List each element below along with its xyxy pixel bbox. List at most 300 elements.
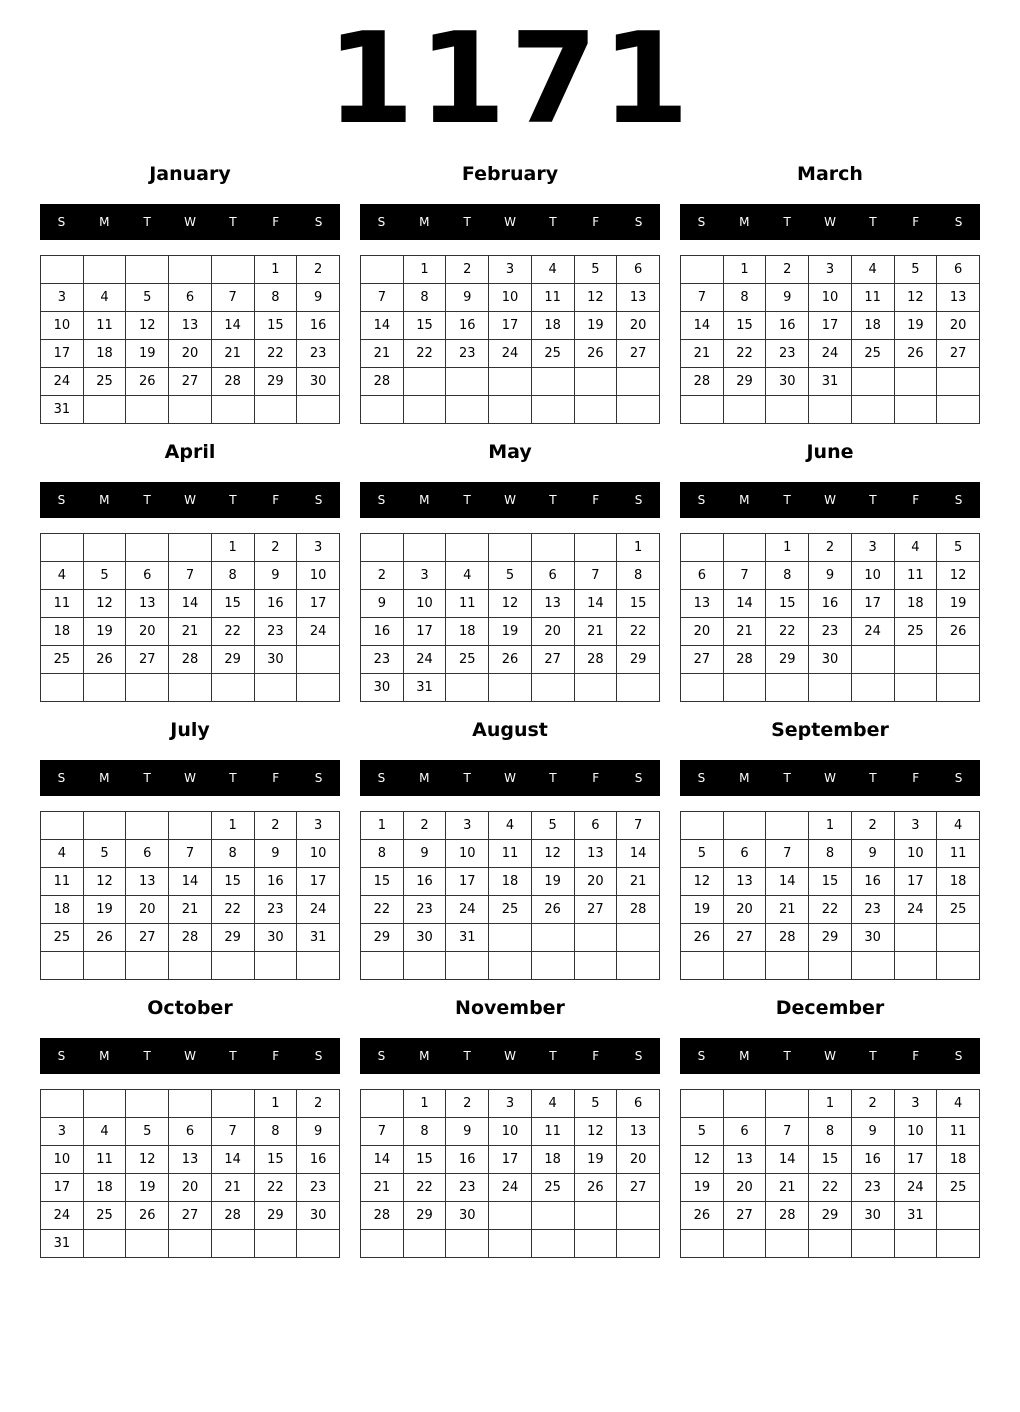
weekday-header bbox=[360, 204, 660, 240]
day-cell: 29 bbox=[617, 646, 660, 674]
day-cell: 7 bbox=[723, 562, 766, 590]
week-row bbox=[681, 312, 980, 340]
weekday-header bbox=[40, 760, 340, 796]
day-cell bbox=[681, 1230, 724, 1258]
day-cell: 6 bbox=[617, 1090, 660, 1118]
weekday-header bbox=[40, 482, 340, 518]
day-cell: 22 bbox=[211, 896, 254, 924]
weekday-label: M bbox=[739, 1049, 750, 1063]
day-cell bbox=[446, 1230, 489, 1258]
day-cell: 19 bbox=[126, 1174, 169, 1202]
day-cell: 16 bbox=[851, 868, 894, 896]
day-cell: 22 bbox=[809, 896, 852, 924]
weekday-label: S bbox=[634, 215, 643, 229]
day-cell bbox=[894, 646, 937, 674]
day-cell: 20 bbox=[617, 1146, 660, 1174]
day-cell: 26 bbox=[681, 1202, 724, 1230]
day-cell: 8 bbox=[723, 284, 766, 312]
day-cell bbox=[531, 952, 574, 980]
day-cell: 30 bbox=[297, 368, 340, 396]
day-cell: 20 bbox=[531, 618, 574, 646]
day-cell bbox=[361, 952, 404, 980]
weekday-label: S bbox=[697, 215, 706, 229]
day-cell: 5 bbox=[574, 256, 617, 284]
week-row bbox=[361, 812, 660, 840]
day-cell: 4 bbox=[937, 812, 980, 840]
weekday-label: S bbox=[954, 493, 963, 507]
week-row bbox=[361, 618, 660, 646]
weekday-header bbox=[40, 1038, 340, 1074]
day-cell: 9 bbox=[361, 590, 404, 618]
day-cell bbox=[851, 674, 894, 702]
weekday-label: T bbox=[549, 215, 557, 229]
month-name: August bbox=[472, 719, 548, 741]
weekday-label: T bbox=[549, 771, 557, 785]
day-cell bbox=[254, 396, 297, 424]
day-cell bbox=[126, 256, 169, 284]
day-cell: 2 bbox=[297, 1090, 340, 1118]
day-grid bbox=[360, 533, 660, 702]
weekday-label: T bbox=[229, 1049, 237, 1063]
day-cell: 11 bbox=[851, 284, 894, 312]
day-cell: 10 bbox=[489, 1118, 532, 1146]
day-cell: 9 bbox=[297, 1118, 340, 1146]
day-cell: 4 bbox=[83, 284, 126, 312]
day-cell bbox=[894, 368, 937, 396]
day-cell bbox=[126, 1090, 169, 1118]
week-row bbox=[41, 1146, 340, 1174]
day-cell: 22 bbox=[403, 340, 446, 368]
week-row bbox=[361, 534, 660, 562]
week-row bbox=[361, 256, 660, 284]
week-row bbox=[681, 1118, 980, 1146]
day-cell bbox=[617, 368, 660, 396]
weekday-label: S bbox=[377, 1049, 386, 1063]
day-cell: 20 bbox=[723, 896, 766, 924]
day-cell: 19 bbox=[681, 1174, 724, 1202]
week-row bbox=[361, 896, 660, 924]
day-cell bbox=[403, 534, 446, 562]
day-cell: 8 bbox=[361, 840, 404, 868]
day-cell: 13 bbox=[723, 868, 766, 896]
week-row bbox=[41, 618, 340, 646]
day-cell bbox=[41, 534, 84, 562]
day-cell: 26 bbox=[574, 340, 617, 368]
day-cell bbox=[489, 368, 532, 396]
day-cell: 6 bbox=[169, 284, 212, 312]
day-cell: 29 bbox=[254, 1202, 297, 1230]
day-cell bbox=[723, 1090, 766, 1118]
day-cell: 15 bbox=[254, 1146, 297, 1174]
day-cell bbox=[617, 396, 660, 424]
day-cell: 11 bbox=[531, 1118, 574, 1146]
weekday-label: S bbox=[57, 1049, 66, 1063]
day-cell: 8 bbox=[254, 284, 297, 312]
day-cell: 19 bbox=[83, 896, 126, 924]
day-cell: 27 bbox=[531, 646, 574, 674]
day-cell bbox=[211, 952, 254, 980]
month-name: December bbox=[775, 997, 885, 1019]
weekday-label: S bbox=[634, 771, 643, 785]
weekday-label: W bbox=[824, 1049, 836, 1063]
day-cell: 14 bbox=[169, 590, 212, 618]
day-cell: 8 bbox=[809, 1118, 852, 1146]
day-cell: 6 bbox=[617, 256, 660, 284]
day-cell: 15 bbox=[723, 312, 766, 340]
week-row bbox=[361, 646, 660, 674]
day-cell: 1 bbox=[403, 1090, 446, 1118]
day-cell: 27 bbox=[169, 368, 212, 396]
day-cell: 12 bbox=[83, 868, 126, 896]
week-row bbox=[361, 924, 660, 952]
day-cell bbox=[83, 1090, 126, 1118]
day-cell: 5 bbox=[126, 284, 169, 312]
day-cell: 18 bbox=[937, 1146, 980, 1174]
week-row bbox=[681, 952, 980, 980]
day-cell: 18 bbox=[489, 868, 532, 896]
day-cell bbox=[83, 674, 126, 702]
day-cell: 28 bbox=[723, 646, 766, 674]
week-row bbox=[41, 952, 340, 980]
day-cell: 19 bbox=[531, 868, 574, 896]
day-cell: 16 bbox=[809, 590, 852, 618]
day-cell: 2 bbox=[297, 256, 340, 284]
weekday-label: M bbox=[419, 771, 430, 785]
weekday-header bbox=[360, 482, 660, 518]
day-cell: 25 bbox=[531, 1174, 574, 1202]
week-row bbox=[41, 1174, 340, 1202]
day-cell: 21 bbox=[723, 618, 766, 646]
day-cell: 25 bbox=[894, 618, 937, 646]
day-cell: 16 bbox=[851, 1146, 894, 1174]
day-cell: 15 bbox=[361, 868, 404, 896]
day-cell: 18 bbox=[894, 590, 937, 618]
weekday-label: T bbox=[783, 771, 791, 785]
day-cell bbox=[766, 812, 809, 840]
day-cell: 14 bbox=[766, 1146, 809, 1174]
week-row bbox=[681, 1202, 980, 1230]
day-cell bbox=[403, 952, 446, 980]
day-cell: 23 bbox=[297, 1174, 340, 1202]
day-cell bbox=[574, 534, 617, 562]
day-cell bbox=[126, 812, 169, 840]
day-cell: 21 bbox=[766, 1174, 809, 1202]
day-cell: 7 bbox=[766, 1118, 809, 1146]
day-cell: 24 bbox=[41, 1202, 84, 1230]
day-cell: 24 bbox=[489, 340, 532, 368]
weekday-label: T bbox=[463, 493, 471, 507]
day-cell bbox=[766, 674, 809, 702]
day-cell: 7 bbox=[766, 840, 809, 868]
day-cell bbox=[446, 396, 489, 424]
day-cell: 9 bbox=[403, 840, 446, 868]
day-cell: 4 bbox=[894, 534, 937, 562]
day-cell bbox=[361, 534, 404, 562]
day-cell: 9 bbox=[254, 840, 297, 868]
day-cell: 25 bbox=[446, 646, 489, 674]
weekday-label: S bbox=[314, 1049, 323, 1063]
day-cell: 4 bbox=[446, 562, 489, 590]
day-cell bbox=[766, 1090, 809, 1118]
week-row bbox=[681, 812, 980, 840]
day-cell: 24 bbox=[297, 618, 340, 646]
day-cell bbox=[851, 396, 894, 424]
day-cell: 17 bbox=[403, 618, 446, 646]
day-cell: 23 bbox=[851, 896, 894, 924]
weekday-label: W bbox=[824, 771, 836, 785]
week-row bbox=[681, 840, 980, 868]
day-cell bbox=[894, 1230, 937, 1258]
weekday-label: F bbox=[272, 1049, 280, 1063]
week-row bbox=[681, 368, 980, 396]
day-cell bbox=[41, 256, 84, 284]
week-row bbox=[361, 1202, 660, 1230]
day-cell: 30 bbox=[851, 924, 894, 952]
day-cell: 27 bbox=[574, 896, 617, 924]
day-cell: 12 bbox=[681, 868, 724, 896]
day-cell: 23 bbox=[254, 896, 297, 924]
day-grid bbox=[360, 1089, 660, 1258]
day-cell bbox=[83, 812, 126, 840]
day-cell: 16 bbox=[254, 868, 297, 896]
day-cell: 23 bbox=[254, 618, 297, 646]
day-cell bbox=[723, 952, 766, 980]
day-cell bbox=[169, 256, 212, 284]
week-row bbox=[41, 646, 340, 674]
day-cell: 18 bbox=[41, 618, 84, 646]
day-cell bbox=[937, 368, 980, 396]
weekday-label: S bbox=[697, 1049, 706, 1063]
day-cell: 1 bbox=[809, 812, 852, 840]
day-cell bbox=[617, 924, 660, 952]
day-cell: 25 bbox=[489, 896, 532, 924]
day-cell: 23 bbox=[297, 340, 340, 368]
day-cell: 6 bbox=[937, 256, 980, 284]
day-cell: 23 bbox=[851, 1174, 894, 1202]
day-cell bbox=[489, 1230, 532, 1258]
day-cell bbox=[617, 674, 660, 702]
day-cell bbox=[574, 952, 617, 980]
day-cell: 13 bbox=[126, 590, 169, 618]
week-row bbox=[41, 590, 340, 618]
day-cell: 9 bbox=[254, 562, 297, 590]
day-cell: 25 bbox=[937, 896, 980, 924]
day-cell: 3 bbox=[41, 284, 84, 312]
day-cell: 25 bbox=[937, 1174, 980, 1202]
day-cell: 1 bbox=[254, 1090, 297, 1118]
day-cell: 15 bbox=[403, 1146, 446, 1174]
weekday-label: F bbox=[592, 1049, 600, 1063]
day-cell: 14 bbox=[169, 868, 212, 896]
day-cell: 20 bbox=[169, 340, 212, 368]
day-cell: 29 bbox=[254, 368, 297, 396]
weekday-label: S bbox=[314, 493, 323, 507]
day-cell: 16 bbox=[361, 618, 404, 646]
day-cell: 15 bbox=[211, 868, 254, 896]
day-cell: 3 bbox=[297, 812, 340, 840]
day-cell bbox=[169, 1090, 212, 1118]
day-cell: 3 bbox=[403, 562, 446, 590]
day-cell: 1 bbox=[211, 812, 254, 840]
week-row bbox=[681, 1146, 980, 1174]
day-cell: 3 bbox=[809, 256, 852, 284]
weekday-label: M bbox=[739, 215, 750, 229]
weekday-label: W bbox=[504, 493, 516, 507]
day-cell: 7 bbox=[211, 1118, 254, 1146]
week-row bbox=[361, 368, 660, 396]
week-row bbox=[681, 618, 980, 646]
day-cell bbox=[937, 924, 980, 952]
week-row bbox=[361, 396, 660, 424]
weekday-label: T bbox=[869, 771, 877, 785]
weekday-label: F bbox=[912, 771, 920, 785]
day-cell: 14 bbox=[723, 590, 766, 618]
day-cell: 3 bbox=[446, 812, 489, 840]
day-cell: 14 bbox=[361, 312, 404, 340]
weekday-label: S bbox=[634, 1049, 643, 1063]
day-cell: 29 bbox=[766, 646, 809, 674]
day-cell: 20 bbox=[617, 312, 660, 340]
day-cell: 4 bbox=[531, 1090, 574, 1118]
day-cell: 10 bbox=[403, 590, 446, 618]
day-cell: 15 bbox=[403, 312, 446, 340]
day-cell: 10 bbox=[894, 840, 937, 868]
day-cell: 26 bbox=[126, 1202, 169, 1230]
day-cell: 30 bbox=[254, 646, 297, 674]
day-cell: 17 bbox=[41, 1174, 84, 1202]
day-cell: 8 bbox=[766, 562, 809, 590]
day-cell: 16 bbox=[446, 1146, 489, 1174]
day-cell: 29 bbox=[809, 924, 852, 952]
day-cell: 13 bbox=[531, 590, 574, 618]
day-cell: 26 bbox=[531, 896, 574, 924]
weekday-label: W bbox=[504, 215, 516, 229]
day-cell: 20 bbox=[169, 1174, 212, 1202]
day-cell bbox=[894, 924, 937, 952]
day-cell: 4 bbox=[489, 812, 532, 840]
weekday-label: W bbox=[184, 1049, 196, 1063]
day-cell: 14 bbox=[211, 312, 254, 340]
day-cell: 30 bbox=[361, 674, 404, 702]
day-cell bbox=[574, 924, 617, 952]
day-cell bbox=[723, 1230, 766, 1258]
day-cell: 19 bbox=[681, 896, 724, 924]
day-grid bbox=[680, 533, 980, 702]
day-cell bbox=[489, 534, 532, 562]
day-cell bbox=[574, 368, 617, 396]
week-row bbox=[41, 868, 340, 896]
weekday-label: F bbox=[912, 215, 920, 229]
day-cell: 15 bbox=[617, 590, 660, 618]
day-cell: 27 bbox=[723, 1202, 766, 1230]
day-cell: 12 bbox=[574, 284, 617, 312]
week-row bbox=[41, 312, 340, 340]
weekday-header bbox=[360, 760, 660, 796]
day-cell: 30 bbox=[254, 924, 297, 952]
day-cell bbox=[169, 952, 212, 980]
week-row bbox=[681, 646, 980, 674]
weekday-label: F bbox=[912, 493, 920, 507]
week-row bbox=[681, 1174, 980, 1202]
day-cell: 18 bbox=[83, 1174, 126, 1202]
week-row bbox=[41, 812, 340, 840]
day-cell bbox=[169, 534, 212, 562]
week-row bbox=[361, 1118, 660, 1146]
day-cell: 6 bbox=[126, 840, 169, 868]
weekday-label: T bbox=[783, 1049, 791, 1063]
day-cell: 28 bbox=[169, 646, 212, 674]
day-cell: 9 bbox=[851, 840, 894, 868]
day-cell: 8 bbox=[617, 562, 660, 590]
day-cell bbox=[297, 674, 340, 702]
day-cell: 27 bbox=[723, 924, 766, 952]
day-cell: 2 bbox=[851, 812, 894, 840]
day-cell: 16 bbox=[297, 312, 340, 340]
day-cell bbox=[297, 396, 340, 424]
day-cell bbox=[531, 674, 574, 702]
day-cell: 20 bbox=[937, 312, 980, 340]
day-cell: 8 bbox=[211, 562, 254, 590]
weekday-header bbox=[680, 204, 980, 240]
day-cell: 17 bbox=[851, 590, 894, 618]
day-cell bbox=[681, 534, 724, 562]
weekday-label: F bbox=[592, 215, 600, 229]
day-cell: 30 bbox=[446, 1202, 489, 1230]
week-row bbox=[41, 284, 340, 312]
day-cell: 10 bbox=[41, 1146, 84, 1174]
day-cell: 31 bbox=[894, 1202, 937, 1230]
day-cell: 11 bbox=[937, 1118, 980, 1146]
day-cell: 7 bbox=[211, 284, 254, 312]
day-cell: 28 bbox=[574, 646, 617, 674]
day-cell bbox=[211, 256, 254, 284]
weekday-label: W bbox=[184, 493, 196, 507]
day-cell: 6 bbox=[723, 840, 766, 868]
day-cell: 24 bbox=[403, 646, 446, 674]
day-cell: 1 bbox=[766, 534, 809, 562]
week-row bbox=[681, 896, 980, 924]
week-row bbox=[681, 284, 980, 312]
day-cell: 14 bbox=[574, 590, 617, 618]
day-cell: 21 bbox=[211, 1174, 254, 1202]
weekday-label: S bbox=[954, 771, 963, 785]
day-cell bbox=[489, 952, 532, 980]
day-cell bbox=[361, 1090, 404, 1118]
day-cell: 22 bbox=[361, 896, 404, 924]
weekday-label: T bbox=[869, 1049, 877, 1063]
day-cell bbox=[851, 368, 894, 396]
day-cell: 11 bbox=[894, 562, 937, 590]
day-cell: 7 bbox=[361, 1118, 404, 1146]
day-cell: 10 bbox=[894, 1118, 937, 1146]
day-cell: 17 bbox=[489, 312, 532, 340]
day-cell bbox=[809, 674, 852, 702]
weekday-label: S bbox=[634, 493, 643, 507]
day-cell: 4 bbox=[41, 840, 84, 868]
weekday-label: W bbox=[504, 1049, 516, 1063]
day-cell bbox=[681, 812, 724, 840]
week-row bbox=[361, 312, 660, 340]
week-row bbox=[681, 1090, 980, 1118]
day-cell: 21 bbox=[169, 618, 212, 646]
week-row bbox=[41, 674, 340, 702]
day-cell: 7 bbox=[617, 812, 660, 840]
day-cell: 13 bbox=[169, 312, 212, 340]
day-grid bbox=[40, 533, 340, 702]
weekday-label: T bbox=[143, 1049, 151, 1063]
day-cell: 22 bbox=[254, 1174, 297, 1202]
month-name: May bbox=[488, 441, 532, 463]
